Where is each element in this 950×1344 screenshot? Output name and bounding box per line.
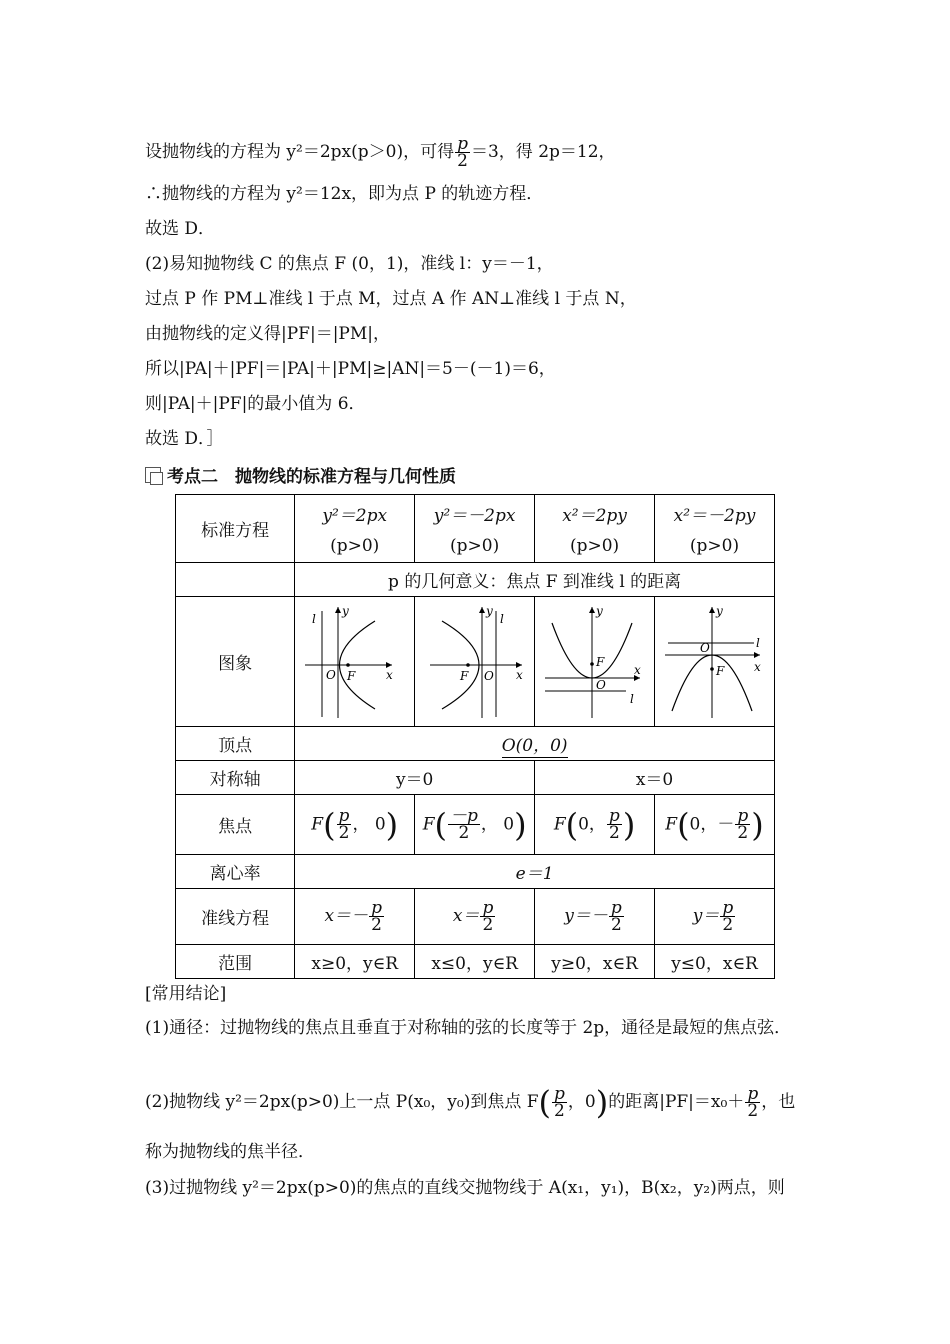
- directrix-cell: y＝－ $\frac{p}{2}$: [535, 889, 655, 945]
- equation-cell: y²＝2px (p>0): [295, 495, 415, 563]
- focus-cell: F( $\frac{p}{2}$ ， 0): [295, 795, 415, 855]
- intro-line-1: 设抛物线的方程为 y²＝2px(p＞0)，可得 $\frac{p}{2}$ ＝3，得 2p＝12，: [145, 134, 616, 171]
- section-title: 考点二 抛物线的标准方程与几何性质: [145, 462, 456, 487]
- svg-text:x: x: [515, 667, 523, 682]
- conclusion-2-cont: 称为抛物线的焦半径．: [145, 1142, 315, 1162]
- equation-cell: x²＝－2py (p>0): [655, 495, 775, 563]
- equation-cell: y²＝－2px (p>0): [415, 495, 535, 563]
- range-cell: y≥0，x∈R: [535, 945, 655, 979]
- row-equation: [176, 495, 775, 563]
- parabola-properties-table: [175, 494, 775, 979]
- axis-value: x＝0: [535, 761, 775, 795]
- row-range: [176, 945, 775, 979]
- intro-line-7: 所以|PA|＋|PF|＝|PA|＋|PM|≥|AN|＝5－(－1)＝6，: [145, 359, 556, 379]
- graph-right-opening: [295, 597, 415, 727]
- conclusion-3: (3)过抛物线 y²＝2px(p>0)的焦点的直线交抛物线于 A(x₁，y₁)，B(x₂，y₂)两点，则: [145, 1178, 785, 1198]
- svg-text:F: F: [459, 668, 468, 683]
- intro-line-3: 故选 D．: [145, 219, 216, 239]
- range-cell: x≥0，y∈R: [295, 945, 415, 979]
- axis-value: y＝0: [295, 761, 535, 795]
- svg-text:l: l: [499, 611, 504, 626]
- intro-line-9: 故选 D．］: [145, 429, 224, 449]
- intro-line-8: 则|PA|＋|PF|的最小值为 6．: [145, 394, 366, 414]
- directrix-cell: x＝－ $\frac{p}{2}$: [295, 889, 415, 945]
- svg-text:O: O: [483, 668, 494, 683]
- row-axis: [176, 761, 775, 795]
- graph-down-opening: [655, 597, 775, 727]
- svg-text:F: F: [715, 663, 724, 678]
- row-directrix: [176, 889, 775, 945]
- conclusions-title: [常用结论]: [145, 984, 227, 1004]
- focus-cell: F(0， $\frac{p}{2}$ ): [535, 795, 655, 855]
- section-icon: [145, 467, 161, 483]
- row-p-meaning: [176, 563, 775, 597]
- focus-cell: F( $\frac{-p}{2}$ ， 0): [415, 795, 535, 855]
- directrix-cell: y＝ $\frac{p}{2}$: [655, 889, 775, 945]
- range-cell: y≤0，x∈R: [655, 945, 775, 979]
- svg-text:F: F: [595, 654, 604, 669]
- graph-label-o: O: [325, 667, 336, 682]
- svg-text:y: y: [715, 603, 723, 618]
- svg-text:O: O: [595, 677, 606, 692]
- svg-text:l: l: [755, 635, 760, 650]
- row-label: 图象: [176, 597, 295, 727]
- focus-cell: F(0，－ $\frac{p}{2}$ ): [655, 795, 775, 855]
- row-label: 顶点: [176, 727, 295, 761]
- svg-text:O: O: [699, 640, 710, 655]
- p-meaning: p 的几何意义：焦点 F 到准线 l 的距离: [295, 563, 775, 597]
- row-label: 对称轴: [176, 761, 295, 795]
- conclusion-2: (2)抛物线 y²＝2px(p>0)上一点 P(x₀，y₀)到焦点 F( $\frac{p}{2}$ ，0)的距离|PF|＝x₀＋ $\frac{p}{2}$ ，也: [145, 1083, 796, 1122]
- equation-cell: x²＝2py (p>0): [535, 495, 655, 563]
- row-vertex: [176, 727, 775, 761]
- row-label: 标准方程: [176, 495, 295, 563]
- graph-label-x: x: [385, 667, 393, 682]
- graph-label-y: y: [341, 603, 349, 618]
- intro-line-5: 过点 P 作 PM⊥准线 l 于点 M，过点 A 作 AN⊥准线 l 于点 N，: [145, 289, 637, 309]
- graph-label-l: l: [311, 611, 316, 626]
- row-label: 准线方程: [176, 889, 295, 945]
- graph-label-f: F: [346, 668, 356, 683]
- svg-text:y: y: [485, 603, 493, 618]
- intro-line-6: 由抛物线的定义得|PF|＝|PM|，: [145, 324, 390, 344]
- row-label: 焦点: [176, 795, 295, 855]
- row-eccentricity: [176, 855, 775, 889]
- row-graph: [176, 597, 775, 727]
- svg-text:x: x: [753, 659, 761, 674]
- vertex-value: O(0，0): [501, 736, 568, 756]
- intro-line-2: ∴抛物线的方程为 y²＝12x，即为点 P 的轨迹方程．: [145, 184, 544, 204]
- row-label: 范围: [176, 945, 295, 979]
- range-cell: x≤0，y∈R: [415, 945, 535, 979]
- svg-text:l: l: [629, 691, 634, 706]
- intro-line-4: (2)易知抛物线 C 的焦点 F (0，1)，准线 l：y＝－1，: [145, 254, 554, 274]
- graph-left-opening: [415, 597, 535, 727]
- svg-text:x: x: [633, 662, 641, 677]
- row-focus: [176, 795, 775, 855]
- directrix-cell: x＝ $\frac{p}{2}$: [415, 889, 535, 945]
- graph-up-opening: [535, 597, 655, 727]
- row-label: 离心率: [176, 855, 295, 889]
- svg-text:y: y: [595, 603, 603, 618]
- eccentricity-value: e＝1: [295, 855, 775, 889]
- conclusion-1: (1)通径：过抛物线的焦点且垂直于对称轴的弦的长度等于 2p，通径是最短的焦点弦．: [145, 1018, 792, 1038]
